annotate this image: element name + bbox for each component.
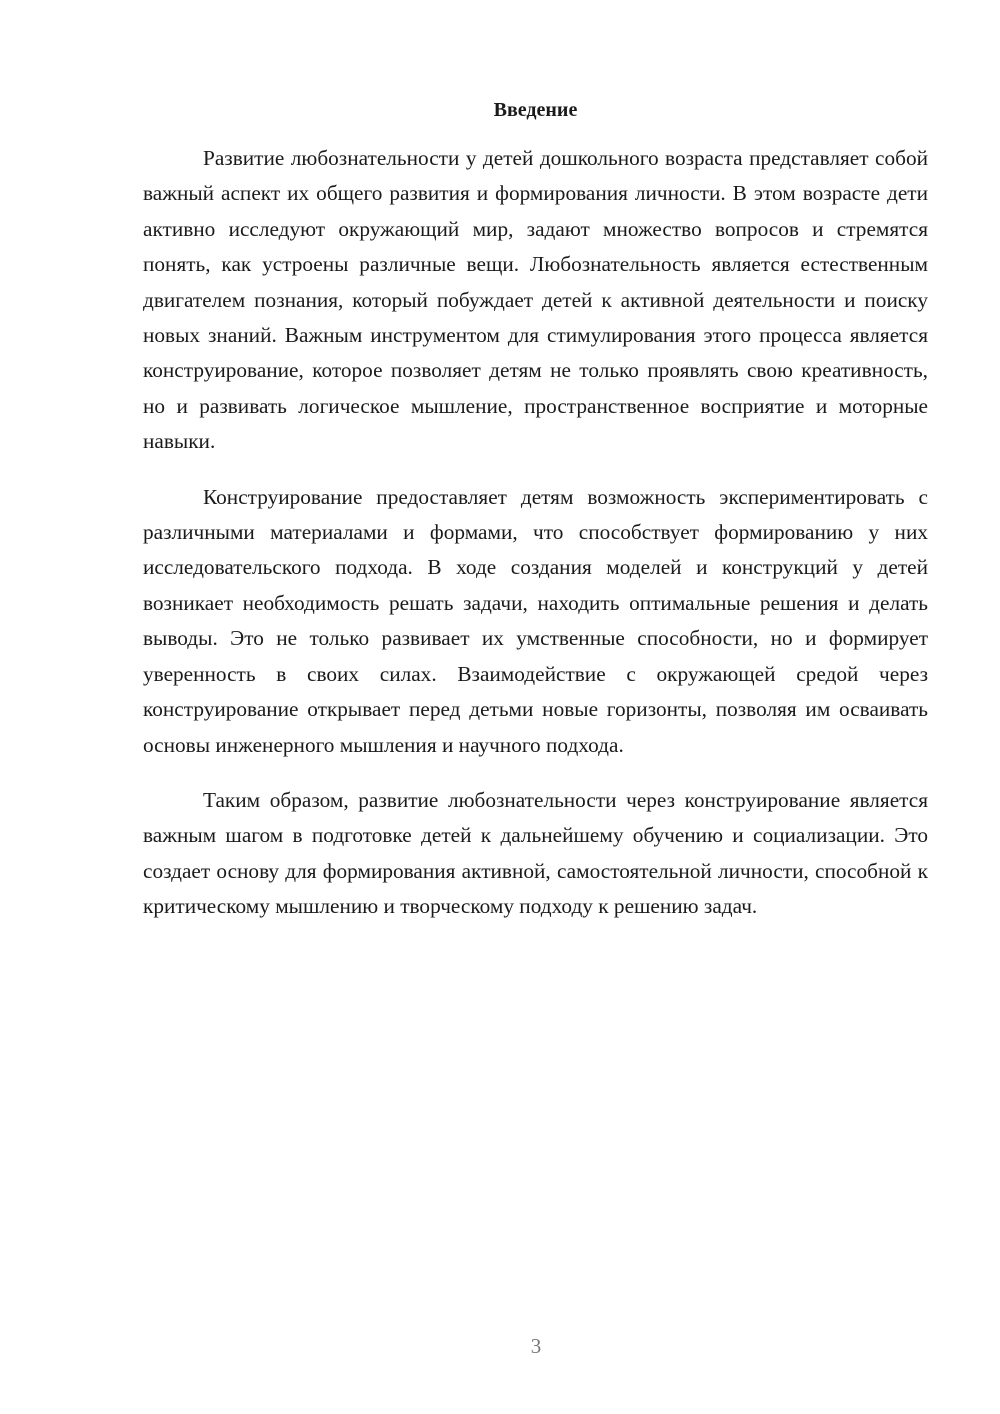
section-title: Введение — [493, 99, 578, 121]
paragraph-3: Таким образом, развитие любознательности через конструирование является важным шагом в подготовке детей к дальнейшему обучению и социализации. Это создает основу для формирования активной, самостоятельной личности, способной к критическому мышлению и творческому подходу к решению задач. — [143, 787, 928, 919]
body-text — [143, 141, 928, 925]
paragraph-1: Развитие любознательности у детей дошкольного возраста представляет собой важный аспект их общего развития и формирования личности. В этом возрасте дети активно исследуют окружающий мир, задают множество вопросов и стремятся понять, как устроены различные вещи. Любознательность является естественным двигателем познания, который побуждает детей к активной деятельности и поиску новых знаний. Важным инструментом для стимулирования этого процесса является конструирование, которое позволяет детям не только проявлять свою креативность, но и развивать логическое мышление, пространственное восприятие и моторные навыки. — [143, 146, 928, 454]
paragraph-2: Конструирование предоставляет детям возможность экспериментировать с различными материалами и формами, что способствует формированию у них исследовательского подхода. В ходе создания моделей и конструкций у детей возникает необходимость решать задачи, находить оптимальные решения и делать выводы. Это не только развивает их умственные способности, но и формирует уверенность в своих силах. Взаимодействие с окружающей средой через конструирование открывает перед детьми новые горизонты, позволяя им осваивать основы инженерного мышления и научного подхода. — [143, 484, 928, 757]
page-number: 3 — [530, 1334, 542, 1358]
